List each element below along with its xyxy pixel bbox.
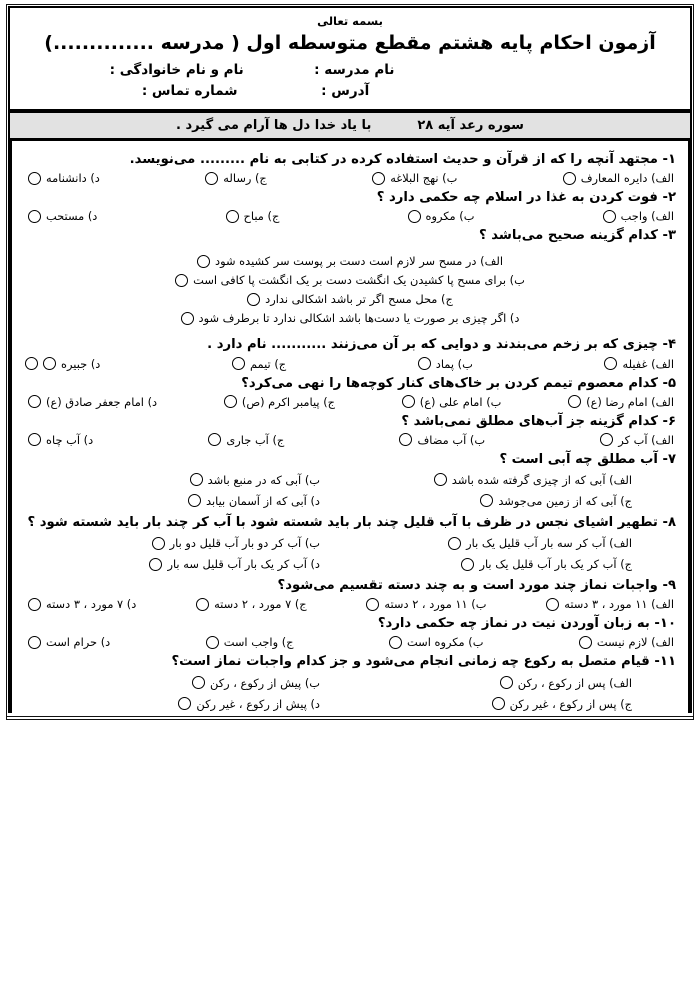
question-block	[24, 226, 676, 332]
question-text: ۵- کدام معصوم تیمم کردن بر خاک‌های کنار کوچه‌ها را نهی می‌کرد؟	[241, 375, 676, 391]
options-row	[24, 357, 676, 371]
options-grid	[24, 471, 676, 510]
options-grid-cell	[350, 536, 670, 550]
answer-bubble[interactable]	[500, 676, 513, 689]
question-text: ۱- مجتهد آنچه را که از قرآن و حدیث استفاده کرده در کتابی به نام ......... می‌نویسد.	[129, 152, 676, 167]
answer-option[interactable]	[149, 557, 320, 571]
answer-option-label: ب) نهج البلاغه	[390, 171, 458, 186]
bismillah-text: بسمه تعالی	[317, 14, 383, 28]
answer-option-label: ب) برای مسح پا کشیدن یک انگشت دست بر یک انگشت پا کافی است	[193, 273, 525, 288]
page-frame	[6, 4, 694, 717]
answer-option[interactable]	[28, 433, 93, 447]
answer-option-label: د) جبیره	[61, 356, 101, 371]
question-block	[24, 335, 676, 370]
answer-bubble[interactable]	[232, 357, 245, 370]
answer-bubble[interactable]	[604, 357, 617, 370]
answer-bubble[interactable]	[28, 433, 41, 446]
answer-option[interactable]	[206, 635, 294, 649]
answer-bubble[interactable]	[247, 293, 260, 306]
answer-option-label: ب) آب کر دو بار آب قلیل دو بار	[169, 536, 320, 551]
answer-option-label: ب) مکروه است	[406, 635, 484, 650]
info-row-1	[20, 62, 680, 78]
answer-option[interactable]	[28, 597, 136, 611]
answer-bubble[interactable]	[418, 357, 431, 370]
answer-bubble[interactable]	[192, 676, 205, 689]
answer-option-label: د) آب کر یک بار آب قلیل سه بار	[167, 557, 320, 572]
answer-option[interactable]	[188, 494, 320, 508]
answer-option-label: د) حرام است	[46, 635, 111, 650]
question-text: ۲- فوت کردن به غذا در اسلام چه حکمی دارد ؟	[376, 190, 676, 206]
options-row	[24, 171, 676, 185]
answer-option[interactable]	[152, 536, 320, 550]
answer-bubble[interactable]	[28, 636, 41, 649]
answer-option-label: ج) ۷ مورد ، ۲ دسته	[214, 597, 307, 612]
answer-option-label: د) امام جعفر صادق (ع)	[46, 394, 158, 409]
answer-option[interactable]	[418, 357, 473, 371]
answer-option[interactable]	[28, 209, 97, 223]
phone-field-label: شماره تماس :	[141, 83, 238, 99]
page-frame-inner	[8, 6, 692, 713]
answer-option-label: الف) آب کر	[618, 432, 674, 447]
question-text: ۶- کدام گزینه جز آب‌های مطلق نمی‌باشد ؟	[401, 413, 676, 429]
answer-option-label: الف) در مسح سر لازم است دست بر پوست سر کشیده شود	[215, 254, 503, 269]
answer-option-label: د) ۷ مورد ، ۳ دسته	[46, 597, 137, 612]
question-text: ۹- واجبات نماز چند مورد است و به چند دسته تقسیم می‌شود؟	[277, 578, 676, 594]
options-row	[24, 597, 676, 611]
answer-option[interactable]	[28, 395, 157, 409]
options-grid-cell	[350, 557, 670, 571]
answer-option-label: ج) آب جاری	[226, 432, 285, 447]
options-grid-cell	[30, 557, 350, 571]
exam-header	[10, 8, 690, 113]
answer-option-label: ب) آبی که در منبع باشد	[207, 472, 320, 487]
answer-option-label: د) اگر چیزی بر صورت یا دست‌ها باشد اشکالی ندارد تا برطرف شود	[198, 311, 520, 326]
verse-banner	[10, 113, 690, 141]
answer-option-label: ج) رساله	[223, 171, 267, 186]
answer-option[interactable]	[181, 311, 520, 325]
answer-bubble[interactable]	[448, 537, 461, 550]
answer-option-label: د) پیش از رکوع ، غیر رکن	[196, 696, 320, 711]
answer-option-label: الف) ۱۱ مورد ، ۳ دسته	[564, 597, 674, 612]
question-text: ۱۰- به زبان آوردن نیت در نماز چه حکمی دارد؟	[377, 616, 676, 632]
options-grid-cell	[350, 494, 670, 508]
answer-bubble[interactable]	[568, 395, 581, 408]
answer-option-label: الف) آب کر سه بار آب قلیل یک بار	[466, 536, 632, 551]
answer-bubble[interactable]	[600, 433, 613, 446]
answer-option[interactable]	[232, 357, 286, 371]
answer-option[interactable]	[434, 473, 632, 487]
answer-bubble[interactable]	[28, 598, 41, 611]
options-grid-cell	[30, 473, 350, 487]
answer-option-label: ج) محل مسح اگر تر باشد اشکالی ندارد	[265, 292, 453, 307]
answer-option-label: ب) پیش از رکوع ، رکن	[210, 675, 320, 690]
options-grid-cell	[30, 494, 350, 508]
options-row	[24, 395, 676, 409]
answer-bubble[interactable]	[480, 494, 493, 507]
options-grid	[24, 674, 676, 713]
answer-option-label: الف) واجب	[620, 209, 674, 224]
question-block	[24, 576, 676, 611]
answer-bubble[interactable]	[399, 433, 412, 446]
page-title: آزمون احکام پایه هشتم مقطع متوسطه اول ( مدرسه ..............)	[44, 32, 656, 54]
answer-bubble[interactable]	[28, 172, 41, 185]
answer-option[interactable]	[492, 697, 632, 711]
answer-option-label: ب) امام علی (ع)	[419, 394, 502, 409]
answer-bubble[interactable]	[208, 433, 221, 446]
question-text: ۱۱- قیام متصل به رکوع چه زمانی انجام می‌شود و جز کدام واجبات نماز است؟	[171, 654, 676, 670]
answer-bubble[interactable]	[188, 494, 201, 507]
answer-bubble[interactable]	[205, 172, 218, 185]
options-stack-item	[24, 273, 676, 287]
answer-bubble[interactable]	[372, 172, 385, 185]
answer-option[interactable]	[226, 209, 280, 223]
answer-option[interactable]	[500, 676, 632, 690]
answer-option[interactable]	[461, 557, 632, 571]
answer-option-label: ج) پس از رکوع ، غیر رکن	[509, 696, 632, 711]
answer-option-label: د) آبی که از آسمان بیابد	[205, 493, 320, 508]
answer-bubble[interactable]	[434, 473, 447, 486]
school-name-field-label: نام مدرسه :	[314, 62, 395, 78]
options-grid-cell	[30, 536, 350, 550]
answer-bubble[interactable]	[224, 395, 237, 408]
answer-option[interactable]	[408, 209, 475, 223]
answer-option[interactable]	[208, 433, 284, 447]
answer-option[interactable]	[178, 697, 320, 711]
options-grid-cell	[350, 697, 670, 711]
answer-option[interactable]	[448, 536, 632, 550]
answer-bubble[interactable]	[197, 255, 210, 268]
answer-bubble[interactable]	[492, 697, 505, 710]
options-row	[24, 209, 676, 223]
answer-option-label: الف) لازم نیست	[596, 635, 674, 650]
options-stack-item	[24, 311, 676, 325]
full-name-field-label: نام و نام خانوادگی :	[109, 62, 244, 78]
answer-bubble[interactable]	[178, 697, 191, 710]
answer-option-label: ب) پماد	[435, 356, 473, 371]
answer-bubble[interactable]	[190, 473, 203, 486]
question-block	[24, 412, 676, 447]
answer-option-label: ج) مباح	[243, 209, 280, 224]
answer-option[interactable]	[402, 395, 502, 409]
question-text: ۷- آب مطلق چه آبی است ؟	[499, 451, 676, 467]
options-stack-item	[24, 292, 676, 306]
answer-bubble[interactable]	[226, 210, 239, 223]
address-field-label: آدرس :	[321, 83, 370, 99]
options-row	[24, 635, 676, 649]
answer-bubble[interactable]	[402, 395, 415, 408]
answer-option[interactable]	[247, 292, 453, 306]
answer-option-label: الف) آبی که از چیزی گرفته شده باشد	[451, 472, 632, 487]
answer-option[interactable]	[28, 171, 100, 185]
answer-option-label: ب) مکروه	[425, 209, 475, 224]
answer-option[interactable]	[399, 433, 485, 447]
answer-option-label: ج) واجب است	[223, 635, 294, 650]
answer-option[interactable]	[28, 357, 100, 371]
answer-option[interactable]	[480, 494, 632, 508]
options-stack-item	[24, 254, 676, 268]
answer-option[interactable]	[366, 597, 486, 611]
options-grid-cell	[350, 676, 670, 690]
answer-option[interactable]	[197, 254, 503, 268]
answer-option[interactable]	[603, 209, 674, 223]
answer-option[interactable]	[389, 635, 483, 649]
questions-list	[10, 141, 690, 713]
question-block	[24, 513, 676, 573]
question-block	[24, 614, 676, 649]
answer-option-label: الف) غفیله	[622, 356, 674, 371]
answer-bubble[interactable]	[389, 636, 402, 649]
question-text: ۴- چیزی که بر زخم می‌بندند و دوایی که بر آن می‌زنند ........... نام دارد .	[207, 337, 676, 353]
answer-option[interactable]	[604, 357, 674, 371]
answer-bubble[interactable]	[152, 537, 165, 550]
answer-option[interactable]	[192, 676, 320, 690]
answer-bubble[interactable]	[149, 558, 162, 571]
answer-option[interactable]	[568, 395, 674, 409]
answer-bubble[interactable]	[366, 598, 379, 611]
options-grid-cell	[350, 473, 670, 487]
answer-option[interactable]	[600, 433, 674, 447]
answer-bubble[interactable]	[28, 395, 41, 408]
page-frame-bottom	[6, 717, 694, 720]
verse-source: سوره رعد آیه ۲۸	[417, 118, 524, 133]
answer-option-label: د) مستحب	[46, 209, 98, 224]
question-text: ۳- کدام گزینه صحیح می‌باشد ؟	[479, 228, 676, 244]
answer-option-label: الف) پس از رکوع ، رکن	[517, 675, 632, 690]
answer-option[interactable]	[579, 635, 674, 649]
answer-option[interactable]	[175, 273, 525, 287]
answer-option[interactable]	[546, 597, 674, 611]
question-block	[24, 150, 676, 185]
answer-option-label: د) آب چاه	[46, 432, 94, 447]
question-block	[24, 188, 676, 223]
options-grid-cell	[30, 697, 350, 711]
answer-option[interactable]	[205, 171, 267, 185]
answer-bubble[interactable]	[25, 357, 38, 370]
options-grid	[24, 534, 676, 573]
answer-option-label: ب) آب مضاف	[417, 432, 486, 447]
answer-bubble[interactable]	[175, 274, 188, 287]
answer-option-label: الف) امام رضا (ع)	[586, 394, 674, 409]
info-row-2	[20, 83, 680, 99]
question-block	[24, 652, 676, 712]
answer-bubble[interactable]	[206, 636, 219, 649]
answer-bubble[interactable]	[43, 357, 56, 370]
answer-option-label: ج) آبی که از زمین می‌جوشد	[498, 493, 632, 508]
options-row	[24, 433, 676, 447]
answer-bubble[interactable]	[461, 558, 474, 571]
answer-option-label: ب) ۱۱ مورد ، ۲ دسته	[384, 597, 487, 612]
answer-option-label: ج) آب کر یک بار آب قلیل یک بار	[479, 557, 632, 572]
answer-bubble[interactable]	[579, 636, 592, 649]
answer-bubble[interactable]	[546, 598, 559, 611]
answer-bubble[interactable]	[603, 210, 616, 223]
answer-bubble[interactable]	[196, 598, 209, 611]
question-block	[24, 450, 676, 510]
answer-option-label: الف) دایره المعارف	[580, 171, 674, 186]
answer-option-label: ج) پیامبر اکرم (ص)	[241, 394, 336, 409]
answer-option[interactable]	[224, 395, 335, 409]
answer-option[interactable]	[28, 635, 110, 649]
answer-bubble[interactable]	[408, 210, 421, 223]
answer-option[interactable]	[372, 171, 457, 185]
verse-text: با یاد خدا دل ها آرام می گیرد .	[176, 118, 372, 133]
question-block	[24, 374, 676, 409]
answer-option-label: د) دانشنامه	[46, 171, 100, 186]
answer-option[interactable]	[196, 597, 307, 611]
answer-option[interactable]	[563, 171, 674, 185]
answer-bubble[interactable]	[563, 172, 576, 185]
answer-option[interactable]	[190, 473, 320, 487]
answer-bubble[interactable]	[181, 312, 194, 325]
options-grid-cell	[30, 676, 350, 690]
answer-bubble[interactable]	[28, 210, 41, 223]
answer-option-label: ج) تیمم	[249, 356, 287, 371]
options-stack	[24, 247, 676, 332]
question-text: ۸- تطهیر اشیای نجس در ظرف با آب قلیل چند بار باید شسته شود با آب کر چند بار باید شسته شود ؟	[27, 514, 676, 530]
